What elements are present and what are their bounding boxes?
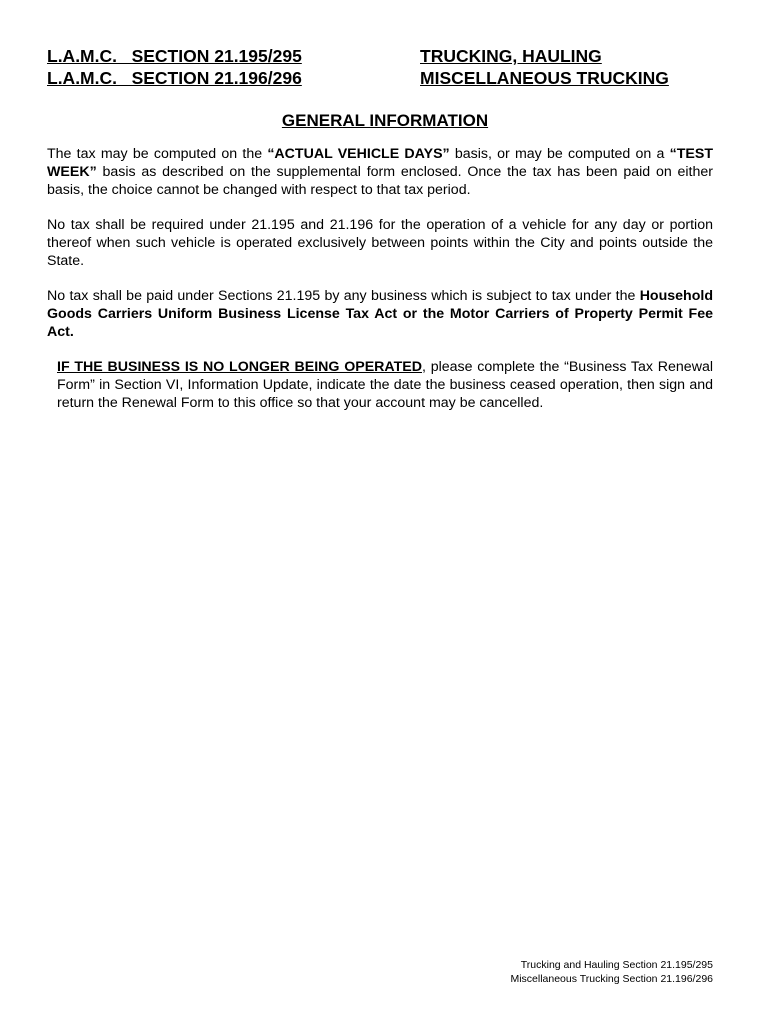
paragraph-text: , please complete the “Business Tax Renewal Form” in Section VI, Information Update, indicate the date the business ceased operation, then sign and return the Renewal Form to this office so that your account may be cancelled. xyxy=(57,359,713,411)
paragraph-text: basis as described on the supplemental form enclosed. Once the tax has been paid on either basis, the choice cannot be changed with respect to that tax period. xyxy=(47,164,713,198)
emphasis-actual-vehicle-days: “ACTUAL VEHICLE DAYS” xyxy=(267,146,450,162)
paragraph-text: The tax may be computed on the xyxy=(47,146,268,162)
emphasis-act-names: Household Goods Carriers Uniform Business License Tax Act or the Motor Carriers of Property Permit Fee Act. xyxy=(47,288,713,340)
paragraph-exemption-interstate: No tax shall be required under 21.195 and 21.196 for the operation of a vehicle for any day or portion thereof when such vehicle is operated exclusively between points within the City and points outside the State. xyxy=(47,217,713,269)
section-reference-line-2: L.A.M.C. SECTION 21.196/296 xyxy=(47,68,302,88)
paragraph-exemption-household-goods xyxy=(47,287,713,341)
category-title-line-1: TRUCKING, HAULING xyxy=(420,46,602,66)
footer-line-1: Trucking and Hauling Section 21.195/295 xyxy=(520,959,713,971)
category-titles xyxy=(420,45,669,89)
paragraph-text: basis, or may be computed on a xyxy=(449,146,670,162)
section-references xyxy=(47,45,302,89)
category-title-line-2: MISCELLANEOUS TRUCKING xyxy=(420,68,669,88)
emphasis-test-week: “TEST WEEK” xyxy=(47,146,713,180)
paragraph-business-closed xyxy=(57,358,713,412)
section-reference-line-1: L.A.M.C. SECTION 21.195/295 xyxy=(47,46,302,66)
page-footer xyxy=(510,958,713,986)
page-title: GENERAL INFORMATION xyxy=(281,111,489,130)
document-header xyxy=(47,45,727,91)
footer-line-2: Miscellaneous Trucking Section 21.196/296 xyxy=(510,973,713,985)
paragraph-tax-computation xyxy=(47,145,713,199)
emphasis-no-longer-operated: IF THE BUSINESS IS NO LONGER BEING OPERATED xyxy=(57,359,422,375)
paragraph-text: No tax shall be paid under Sections 21.195 by any business which is subject to tax under the xyxy=(47,288,640,304)
